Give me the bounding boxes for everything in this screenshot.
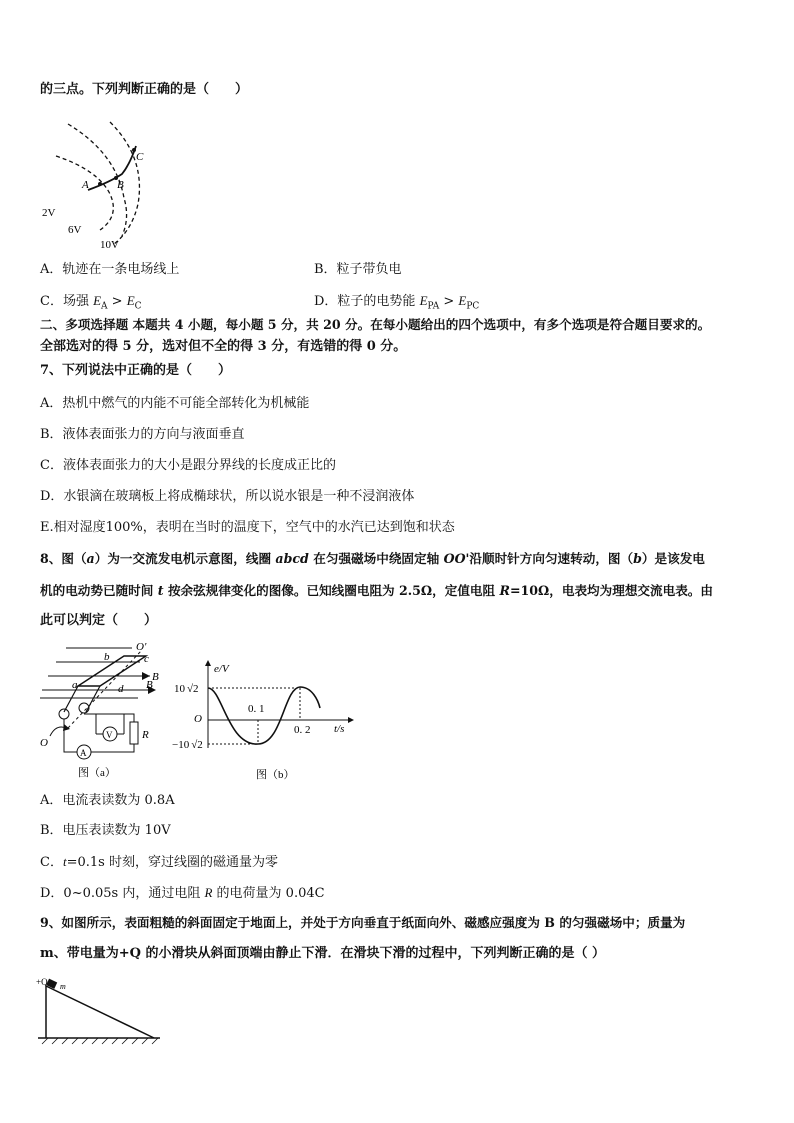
field-b-label-2: B [146,679,153,691]
potential-2v-label: 2V [42,207,56,219]
incline-figure [36,976,186,1046]
section-2-heading-line-1: 二、多项选择题 本题共 4 小题，每小题 5 分，共 20 分。在每小题给出的四个选项中，有多个选项是符合题目要求的。 [40,317,711,332]
figure-b-caption: 图（b） [256,769,295,781]
coil-a-label: a [72,679,78,691]
origin-label: O [194,713,202,725]
potential-10v-label: 10V [100,239,119,251]
section-2-heading-line-2: 全部选对的得 5 分，选对但不全的得 3 分，有选错的得 0 分。 [40,339,407,354]
question-8-stem-line-2: 机的电动势已随时间 t 按余弦规律变化的图像。已知线圈电阻为 2.5Ω，定值电阻 R=10Ω，电表均为理想交流电表。由 [40,583,713,598]
q8-option-d: D．0~0.05s 内，通过电阻 R 的电荷量为 0.04C [40,885,325,901]
axis-o-label: O [40,737,48,749]
q8-option-c: C．t=0.1s 时刻，穿过线圈的磁通量为零 [40,854,278,870]
coil-d-label: d [118,683,124,695]
q6-option-b: B．粒子带负电 [314,262,402,277]
q7-option-a: A．热机中燃气的内能不可能全部转化为机械能 [40,396,310,411]
question-8-stem-line-1: 8、图（a）为一交流发电机示意图，线圈 abcd 在匀强磁场中绕固定轴 OO'沿顺时针方向匀速转动，图（b）是该发电 [40,551,705,566]
tick-0-2-label: 0. 2 [294,724,311,736]
x-axis-label: t/s [334,723,345,735]
equipotential-figure [38,118,168,253]
resistor-label: R [142,729,149,741]
charge-label: +Q [36,977,48,987]
question-9-stem-line-2: m、带电量为+Q 的小滑块从斜面顶端由静止下滑．在滑块下滑的过程中，下列判断正确的是（ ） [40,946,606,961]
figure-a-caption: 图（a） [78,767,116,779]
q7-option-d: D．水银滴在玻璃板上将成椭球状，所以说水银是一种不浸润液体 [40,489,415,504]
q7-option-c: C．液体表面张力的大小是跟分界线的长度成正比的 [40,458,336,473]
question-9-stem-line-1: 9、如图所示，表面粗糙的斜面固定于地面上，并处于方向垂直于纸面向外、磁感应强度为 B 的匀强磁场中；质量为 [40,915,686,930]
mass-label: m [60,982,66,991]
q6-option-c: C．场强 $E_A > E_C$ [40,293,142,312]
emf-graph [172,660,362,785]
axis-o-prime-label: O' [136,641,147,653]
q6-option-a: A．轨迹在一条电场线上 [40,262,180,277]
q7-option-b: B．液体表面张力的方向与液面垂直 [40,427,245,442]
point-a-label: A [82,179,89,191]
coil-c-label: c [144,653,149,665]
question-6-stem-tail: 的三点。下列判断正确的是（ ） [40,82,249,97]
q6-option-d: D．粒子的电势能 $E_{PA} > E_{PC}$ [314,293,480,312]
voltmeter-label: V [106,730,113,740]
point-b-label: B [117,179,124,191]
field-b-label-1: B [152,671,159,683]
q8-option-b: B．电压表读数为 10V [40,823,171,838]
point-c-label: C [136,151,144,163]
generator-figure [38,638,168,783]
ammeter-label: A [80,748,87,758]
question-8-stem-line-3: 此可以判定（ ） [40,613,158,628]
potential-6v-label: 6V [68,224,82,236]
tick-0-1-label: 0. 1 [248,703,265,715]
q7-option-e: E.相对湿度100%，表明在当时的温度下，空气中的水汽已达到饱和状态 [40,520,455,535]
coil-b-label: b [104,651,110,663]
q8-option-a: A．电流表读数为 0.8A [40,793,175,808]
question-7-stem: 7、下列说法中正确的是（ ） [40,363,232,378]
y-min-label: −10 √2 [172,739,203,751]
y-max-label: 10 √2 [174,683,199,695]
y-axis-label: e/V [214,663,229,675]
